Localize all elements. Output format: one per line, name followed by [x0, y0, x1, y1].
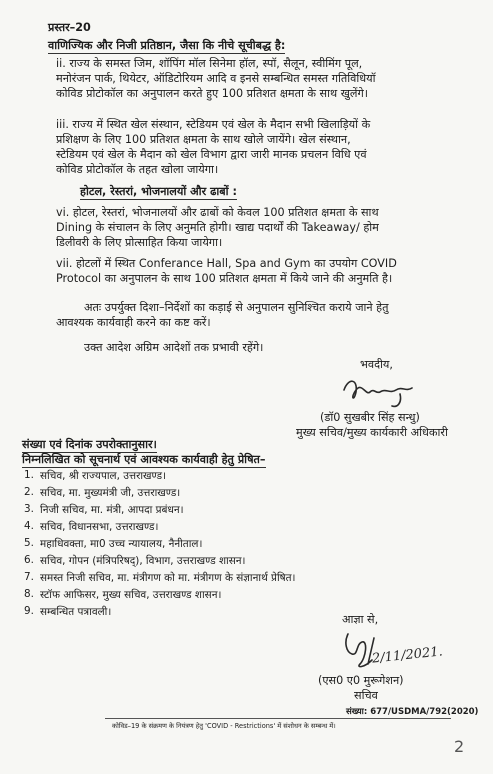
list-item	[24, 537, 203, 551]
list-item	[24, 486, 181, 500]
list-item-text: सचिव, गोपन (मंत्रिपरिषद्), विभाग, उत्तराखण्ड शासन।	[40, 555, 246, 567]
signer2-designation: सचिव	[354, 689, 378, 702]
list-item-number: 1.	[24, 469, 34, 481]
list-item	[24, 588, 222, 602]
reference-line: संख्या एवं दिनांक उपरोक्तानुसार।	[22, 438, 157, 451]
list-item-text: निजी सचिव, मा. मंत्री, आपदा प्रबंधन।	[40, 504, 184, 516]
list-item-text: सम्बन्धित पत्रावली।	[40, 606, 112, 618]
item-vi-line: Dining के संचालन के लिए अनुमति होगी। खाद्य पदार्थों की Takeaway/ होम	[56, 221, 379, 234]
list-item	[24, 469, 166, 483]
bhavdiya: भवदीय,	[360, 358, 393, 371]
list-item	[24, 503, 184, 517]
footer-note: कोविड–19 के संक्रमण के नियंत्रण हेतु 'COVID - Restrictions' में संशोधन के सम्बन्ध में।	[112, 722, 336, 730]
list-item-text: सचिव, विधानसभा, उत्तराखण्ड।	[40, 521, 159, 533]
list-item-number: 8.	[24, 588, 34, 600]
list-item	[24, 571, 296, 585]
closing-line: आवश्यक कार्यवाही करने का कष्ट करें।	[56, 316, 211, 329]
paragraph-number: प्रस्तर–20	[48, 21, 91, 34]
item-iii-line: प्रशिक्षण के लिए 100 प्रतिशत क्षमता के साथ खोले जायेंगे। खेल संस्थान,	[56, 133, 351, 146]
list-item-text: सचिव, श्री राज्यपाल, उत्तराखण्ड।	[40, 470, 166, 482]
effect-line: उक्त आदेश अग्रिम आदेशों तक प्रभावी रहेंगे।	[84, 341, 264, 354]
item-iii-line: iii. राज्य में स्थित खेल संस्थान, स्टेडियम एवं खेल के मैदान सभी खिलाड़ियों के	[56, 118, 371, 131]
list-item-number: 7.	[24, 571, 34, 583]
signature-date: 2/11/2021.	[371, 644, 444, 667]
item-vii-line: Protocol का अनुपालन के साथ 100 प्रतिशत क्षमता में किये जाने की अनुमति है।	[56, 272, 393, 285]
item-vii-line: vii. होटलों में स्थित Conferance Hall, Spa and Gym का उपयोग COVID	[56, 257, 397, 270]
copy-to-heading: निम्नलिखित को सूचनार्थ एवं आवश्यक कार्यवाही हेतु प्रेषित–	[22, 453, 266, 466]
list-item	[24, 605, 112, 619]
list-item-text: महाधिवक्ता, मा0 उच्च न्यायालय, नैनीताल।	[40, 538, 203, 550]
item-iii-line: स्टेडियम एवं खेल के मैदान को खेल विभाग द्वारा जारी मानक प्रचलन विधि एवं	[56, 148, 367, 161]
page-number: 2	[454, 737, 465, 756]
signature-1	[340, 372, 430, 412]
closing-line: अतः उपर्युक्त दिशा–निर्देशों का कड़ाई से अनुपालन सुनिश्चित कराये जाने हेतु	[84, 301, 389, 314]
item-vi-line: डिलीवरी के लिए प्रोत्साहित किया जायेगा।	[56, 236, 223, 249]
list-item-number: 6.	[24, 554, 34, 566]
item-iii-line: कोविड प्रोटोकॉल के तहत खोला जायेगा।	[56, 163, 219, 176]
item-vi-line: vi. होटल, रेस्तरां, भोजनालयों और ढाबों को केवल 100 प्रतिशत क्षमता के साथ	[56, 206, 379, 219]
list-item-text: समस्त निजी सचिव, मा. मंत्रीगण को मा. मंत्रीगण के संज्ञानार्थ प्रेषित।	[40, 572, 296, 584]
signer2-name: (एस0 ए0 मुरूगेशन)	[318, 674, 404, 687]
footer-divider	[105, 718, 451, 719]
list-item-text: स्टॉफ आफिसर, मुख्य सचिव, उत्तराखण्ड शासन।	[40, 589, 222, 601]
list-item	[24, 554, 246, 568]
list-item-number: 4.	[24, 520, 34, 532]
signer1-designation: मुख्य सचिव/मुख्य कार्यकारी अधिकारी	[296, 426, 448, 439]
list-item-number: 9.	[24, 605, 34, 617]
list-item	[24, 520, 159, 534]
item-ii-line: कोविड प्रोटोकॉल का अनुपालन करते हुए 100 प्रतिशत क्षमता के साथ खुलेंगे।	[56, 87, 368, 100]
section1-heading: वाणिज्यिक और निजी प्रतिष्ठान, जैसा कि नीचे सूचीबद्ध है:	[48, 39, 286, 52]
list-item-number: 2.	[24, 486, 34, 498]
footer-reference: संख्या: 677/USDMA/792(2020)	[346, 707, 479, 717]
item-ii-line: ii. राज्य के समस्त जिम, शॉपिंग मॉल सिनेमा हॉल, स्पॉ, सैलून, स्वीमिंग पूल,	[56, 57, 363, 70]
list-item-number: 3.	[24, 503, 34, 515]
signer1-name: (डॉ0 सुखबीर सिंह सन्धु)	[320, 411, 420, 424]
aagya-se: आज्ञा से,	[342, 613, 379, 626]
section2-heading: होटल, रेस्तरां, भोजनालयों और ढाबों :	[80, 185, 237, 198]
item-ii-line: मनोरंजन पार्क, थियेटर, ऑडिटोरियम आदि व इनसे सम्बन्धित समस्त गतिविधियॉ	[56, 72, 376, 85]
list-item-text: सचिव, मा. मुख्यमंत्री जी, उत्तराखण्ड।	[40, 487, 181, 499]
list-item-number: 5.	[24, 537, 34, 549]
